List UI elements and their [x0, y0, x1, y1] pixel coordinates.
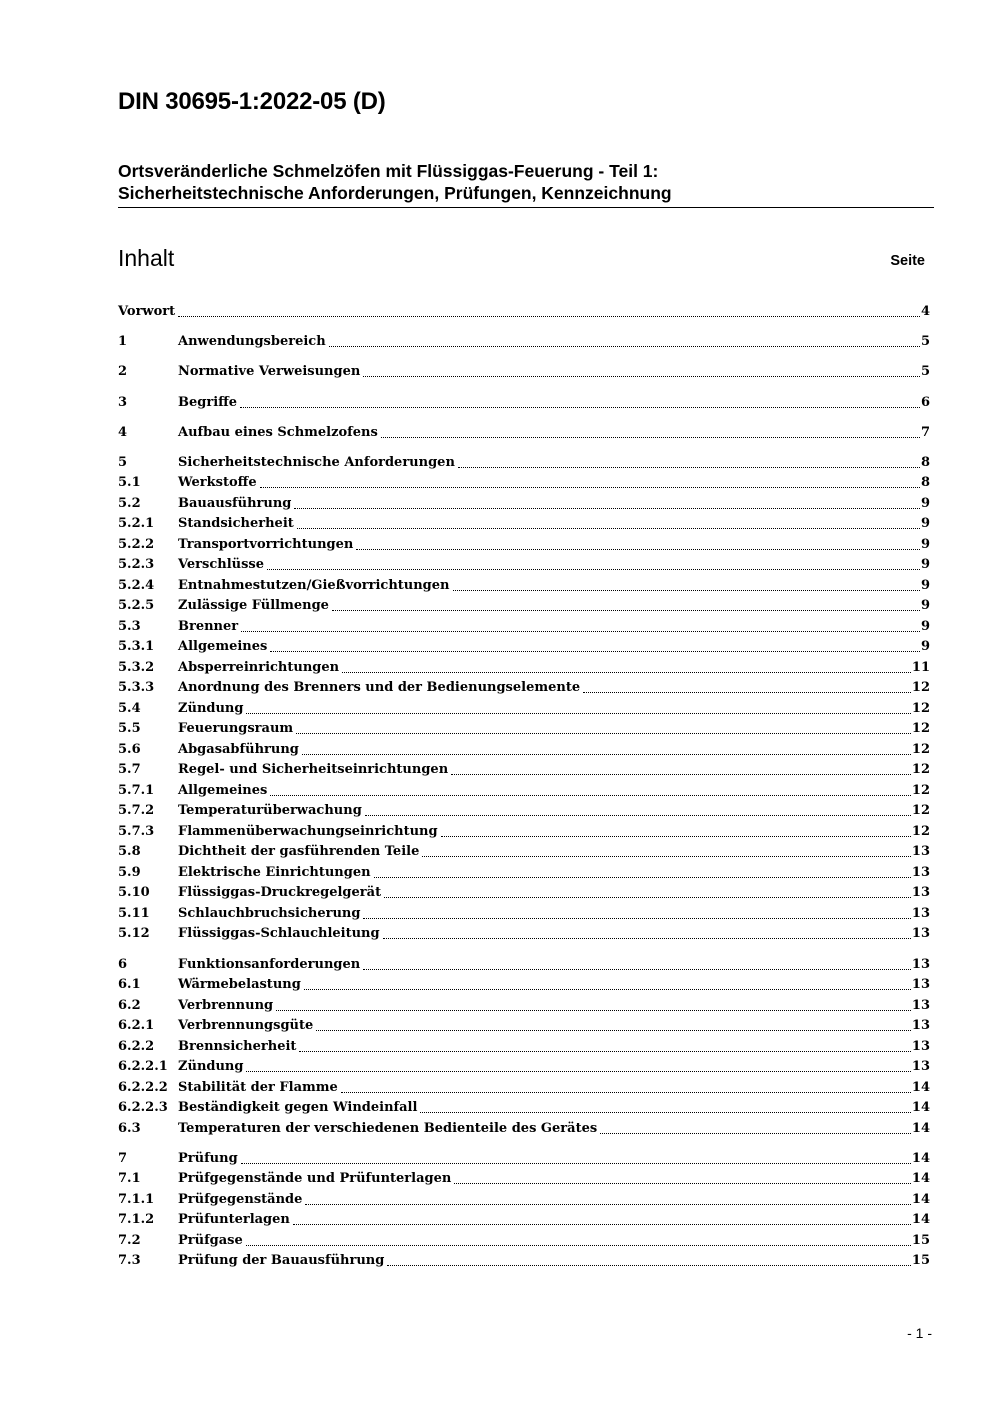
toc-entry-number: 7.1.2: [118, 1212, 155, 1228]
toc-entry-number: 5.7: [118, 762, 141, 778]
document-title: DIN 30695-1:2022-05 (D): [118, 88, 386, 115]
toc-entry[interactable]: [118, 883, 930, 904]
toc-entry-title: Verbrennungsgüte: [178, 1018, 314, 1034]
toc-entry-title: Brennsicherheit: [178, 1038, 297, 1054]
toc-dot-leader: [267, 555, 920, 570]
toc-entry-page: 13: [911, 905, 930, 921]
toc-dot-leader: [363, 904, 910, 919]
toc-entry[interactable]: [118, 1231, 930, 1252]
toc-entry-page: 14: [911, 1079, 930, 1095]
toc-entry[interactable]: [118, 719, 930, 740]
toc-entry-number: 5.1: [118, 475, 141, 491]
toc-dot-leader: [246, 1057, 910, 1072]
toc-entry-title: Zündung: [178, 700, 244, 716]
toc-entry-title: Prüfgegenstände: [178, 1191, 303, 1207]
toc-entry-title: Regel- und Sicherheitseinrichtungen: [178, 762, 449, 778]
toc-entry[interactable]: [118, 617, 930, 638]
toc-entry-page: 13: [911, 844, 930, 860]
toc-entry-page: 4: [920, 304, 930, 319]
toc-dot-leader: [342, 658, 911, 673]
toc-entry-number: 6.2.2.2: [118, 1079, 168, 1095]
toc-entry-page: 9: [920, 577, 930, 593]
toc-dot-leader: [422, 842, 911, 857]
toc-dot-leader: [387, 1251, 911, 1266]
toc-entry-page: 9: [920, 618, 930, 634]
toc-dot-leader: [381, 423, 920, 438]
toc-entry-title: Zulässige Füllmenge: [178, 598, 329, 614]
toc-entry[interactable]: [118, 596, 930, 617]
toc-entry[interactable]: [118, 801, 930, 822]
toc-entry-page: 14: [911, 1150, 930, 1166]
toc-entry-title: Feuerungsraum: [178, 721, 294, 737]
toc-entry[interactable]: [118, 1078, 930, 1099]
toc-entry-title: Beständigkeit gegen Windeinfall: [178, 1100, 418, 1116]
toc-dot-leader: [356, 535, 920, 550]
toc-entry[interactable]: [118, 740, 930, 761]
toc-entry-page: 7: [920, 424, 930, 440]
toc-entry-title: Brenner: [178, 618, 239, 634]
toc-entry[interactable]: [118, 637, 930, 658]
toc-entry-number: 5.7.2: [118, 803, 155, 819]
toc-entry-number: 5.4: [118, 700, 141, 716]
toc-entry-number: 6.1: [118, 977, 141, 993]
toc-dot-leader: [316, 1016, 911, 1031]
toc-dot-leader: [270, 781, 911, 796]
toc-dot-leader: [296, 719, 911, 734]
toc-entry[interactable]: [118, 1016, 930, 1037]
toc-entry-page: 14: [911, 1171, 930, 1187]
toc-entry-page: 9: [920, 639, 930, 655]
toc-entry-number: 5.3.3: [118, 680, 155, 696]
page-column-label: Seite: [890, 253, 925, 269]
toc-entry-title: Sicherheitstechnische Anforderungen: [178, 454, 455, 470]
toc-entry-number: 6.2.2: [118, 1038, 155, 1054]
toc-dot-leader: [600, 1119, 911, 1134]
toc-entry-page: 13: [911, 997, 930, 1013]
toc-entry-title: Bauausführung: [178, 495, 292, 511]
toc-entry-title: Flüssiggas-Schlauchleitung: [178, 926, 380, 942]
toc-entry-number: 3: [118, 394, 128, 410]
toc-entry-title: Absperreinrichtungen: [178, 659, 340, 675]
toc-entry-title: Verbrennung: [178, 997, 274, 1013]
contents-heading: Inhalt: [118, 245, 175, 271]
toc-entry-number: 5.3.1: [118, 639, 155, 655]
toc-entry-title: Schlauchbruchsicherung: [178, 905, 361, 921]
toc-entry-title: Aufbau eines Schmelzofens: [178, 424, 378, 440]
toc-entry-number: 5.3.2: [118, 659, 155, 675]
toc-entry-page: 12: [911, 762, 930, 778]
toc-dot-leader: [178, 302, 920, 317]
toc-entry[interactable]: [118, 1169, 930, 1190]
toc-entry-title: Normative Verweisungen: [178, 364, 361, 380]
toc-entry-title: Prüfgase: [178, 1232, 243, 1248]
toc-entry-number: 5.2.5: [118, 598, 155, 614]
subtitle-line-2: Sicherheitstechnische Anforderungen, Prüfungen, Kennzeichnung: [118, 183, 672, 203]
toc-entry-page: 9: [920, 536, 930, 552]
toc-dot-leader: [453, 576, 920, 591]
toc-entry[interactable]: [118, 1037, 930, 1058]
toc-entry-page: 12: [911, 700, 930, 716]
toc-entry-number: 6.2.2.3: [118, 1100, 168, 1116]
toc-entry-number: 5.7.1: [118, 782, 155, 798]
toc-dot-leader: [270, 637, 920, 652]
toc-entry[interactable]: [118, 760, 930, 781]
toc-entry-title: Flüssiggas-Druckregelgerät: [178, 885, 382, 901]
toc-dot-leader: [363, 955, 911, 970]
toc-entry-number: 7: [118, 1150, 128, 1166]
toc-entry[interactable]: [118, 555, 930, 576]
document-subtitle: [118, 160, 934, 208]
toc-entry[interactable]: [118, 699, 930, 720]
toc-dot-leader: [240, 393, 920, 408]
toc-entry[interactable]: [118, 955, 930, 976]
toc-entry-page: 11: [911, 659, 930, 675]
toc-entry-title: Allgemeines: [178, 782, 268, 798]
toc-entry-page: 9: [920, 516, 930, 532]
toc-entry[interactable]: [118, 576, 930, 597]
toc-entry-number: 7.3: [118, 1253, 141, 1269]
toc-dot-leader: [454, 1169, 911, 1184]
toc-entry-number: 7.1: [118, 1171, 141, 1187]
toc-entry[interactable]: [118, 1149, 930, 1170]
toc-entry-number: 5.12: [118, 926, 150, 942]
toc-entry[interactable]: [118, 678, 930, 699]
toc-entry[interactable]: [118, 996, 930, 1017]
toc-entry-title: Dichtheit der gasführenden Teile: [178, 844, 420, 860]
toc-entry-title: Stabilität der Flamme: [178, 1079, 338, 1095]
toc-dot-leader: [583, 678, 911, 693]
toc-dot-leader: [241, 617, 920, 632]
toc-entry-number: 6.2: [118, 997, 141, 1013]
toc-entry-number: 5.2.4: [118, 577, 155, 593]
toc-entry-number: 5.5: [118, 721, 141, 737]
toc-entry-page: 14: [911, 1212, 930, 1228]
toc-entry-page: 12: [911, 823, 930, 839]
toc-entry-number: 6.2.2.1: [118, 1059, 168, 1075]
toc-entry[interactable]: [118, 423, 930, 444]
toc-entry-page: 6: [920, 394, 930, 410]
toc-dot-leader: [384, 883, 911, 898]
toc-entry-title: Elektrische Einrichtungen: [178, 864, 371, 880]
toc-entry-page: 15: [911, 1253, 930, 1269]
toc-dot-leader: [305, 1190, 911, 1205]
toc-entry[interactable]: [118, 453, 930, 474]
toc-entry-page: 13: [911, 977, 930, 993]
toc-entry[interactable]: [118, 1098, 930, 1119]
toc-entry-number: 5.8: [118, 844, 141, 860]
toc-entry-number: 6.3: [118, 1120, 141, 1136]
toc-entry[interactable]: [118, 302, 930, 323]
toc-entry-title: Temperaturen der verschiedenen Bedienteile des Gerätes: [178, 1120, 598, 1136]
subtitle-line-1: Ortsveränderliche Schmelzöfen mit Flüssiggas-Feuerung - Teil 1:: [118, 161, 659, 181]
toc-entry-page: 8: [920, 454, 930, 470]
toc-entry[interactable]: [118, 535, 930, 556]
toc-entry[interactable]: [118, 975, 930, 996]
toc-entry-page: 12: [911, 782, 930, 798]
toc-dot-leader: [329, 332, 920, 347]
toc-entry-title: Abgasabführung: [178, 741, 299, 757]
toc-entry-page: 5: [920, 364, 930, 380]
toc-entry-page: 12: [911, 803, 930, 819]
toc-entry-title: Prüfgegenstände und Prüfunterlagen: [178, 1171, 452, 1187]
toc-entry-title: Entnahmestutzen/Gießvorrichtungen: [178, 577, 450, 593]
toc-entry[interactable]: [118, 842, 930, 863]
toc-dot-leader: [304, 975, 911, 990]
toc-dot-leader: [383, 924, 911, 939]
toc-entry-title: Prüfung: [178, 1150, 238, 1166]
toc-entry-title: Funktionsanforderungen: [178, 956, 361, 972]
toc-entry-number: 4: [118, 424, 128, 440]
toc-entry[interactable]: [118, 1210, 930, 1231]
toc-dot-leader: [441, 822, 911, 837]
toc-dot-leader: [458, 453, 920, 468]
toc-dot-leader: [332, 596, 920, 611]
toc-entry-title: Allgemeines: [178, 639, 268, 655]
toc-entry[interactable]: [118, 658, 930, 679]
toc-entry-page: 12: [911, 741, 930, 757]
toc-entry-title: Begriffe: [178, 394, 238, 410]
toc-entry-page: 13: [911, 1018, 930, 1034]
toc-entry-page: 12: [911, 721, 930, 737]
toc-entry[interactable]: [118, 781, 930, 802]
toc-entry-page: 14: [911, 1191, 930, 1207]
toc-entry-page: 9: [920, 557, 930, 573]
toc-entry[interactable]: [118, 1057, 930, 1078]
toc-dot-leader: [246, 699, 910, 714]
page-number: - 1 -: [907, 1325, 932, 1341]
toc-dot-leader: [293, 1210, 911, 1225]
toc-entry-page: 12: [911, 680, 930, 696]
toc-entry[interactable]: [118, 494, 930, 515]
toc-dot-leader: [363, 362, 920, 377]
toc-entry-title: Prüfunterlagen: [178, 1212, 290, 1228]
toc-entry[interactable]: [118, 1190, 930, 1211]
toc-entry-title: Standsicherheit: [178, 516, 294, 532]
toc-dot-leader: [294, 494, 920, 509]
toc-dot-leader: [451, 760, 911, 775]
toc-entry-page: 15: [911, 1232, 930, 1248]
toc-entry-page: 14: [911, 1120, 930, 1136]
toc-entry-number: 5.2.1: [118, 516, 155, 532]
toc-entry[interactable]: [118, 904, 930, 925]
toc-entry-number: 5.3: [118, 618, 141, 634]
toc-dot-leader: [420, 1098, 910, 1113]
toc-entry[interactable]: [118, 332, 930, 353]
toc-entry[interactable]: [118, 863, 930, 884]
toc-entry-title: Wärmebelastung: [178, 977, 301, 993]
toc-entry-title: Vorwort: [118, 304, 176, 319]
toc-entry-number: 5: [118, 454, 128, 470]
toc-entry[interactable]: [118, 473, 930, 494]
toc-entry-number: 6: [118, 956, 128, 972]
toc-entry-number: 7.1.1: [118, 1191, 155, 1207]
toc-entry[interactable]: [118, 924, 930, 945]
toc-entry[interactable]: [118, 1251, 930, 1272]
toc-entry-title: Prüfung der Bauausführung: [178, 1253, 385, 1269]
toc-entry[interactable]: [118, 393, 930, 414]
toc-dot-leader: [241, 1149, 911, 1164]
toc-entry-title: Anwendungsbereich: [178, 334, 326, 350]
toc-entry-page: 9: [920, 495, 930, 511]
toc-entry[interactable]: [118, 514, 930, 535]
toc-entry-title: Transportvorrichtungen: [178, 536, 354, 552]
toc-entry-page: 13: [911, 1038, 930, 1054]
toc-dot-leader: [246, 1231, 911, 1246]
toc-entry-title: Zündung: [178, 1059, 244, 1075]
toc-entry[interactable]: [118, 1119, 930, 1140]
toc-entry-page: 9: [920, 598, 930, 614]
toc-dot-leader: [341, 1078, 911, 1093]
toc-entry-title: Werkstoffe: [178, 475, 257, 491]
toc-entry-number: 5.11: [118, 905, 150, 921]
toc-dot-leader: [276, 996, 911, 1011]
toc-entry-page: 13: [911, 885, 930, 901]
toc-dot-leader: [299, 1037, 910, 1052]
toc-entry-title: Flammenüberwachungseinrichtung: [178, 823, 438, 839]
toc-entry-number: 5.2: [118, 495, 141, 511]
toc-entry-number: 2: [118, 364, 128, 380]
toc-dot-leader: [260, 473, 920, 488]
toc-entry-page: 13: [911, 1059, 930, 1075]
toc-entry-page: 5: [920, 334, 930, 350]
toc-entry-number: 5.6: [118, 741, 141, 757]
toc-entry-page: 13: [911, 956, 930, 972]
table-of-contents: [118, 302, 930, 1272]
toc-entry-number: 5.9: [118, 864, 141, 880]
toc-entry-title: Temperaturüberwachung: [178, 803, 362, 819]
toc-entry-number: 5.7.3: [118, 823, 155, 839]
toc-dot-leader: [374, 863, 911, 878]
toc-entry-number: 5.2.3: [118, 557, 155, 573]
toc-dot-leader: [365, 801, 911, 816]
toc-entry-number: 5.10: [118, 885, 150, 901]
toc-entry-title: Verschlüsse: [178, 557, 264, 573]
toc-entry-number: 6.2.1: [118, 1018, 155, 1034]
toc-entry-page: 14: [911, 1100, 930, 1116]
toc-entry-number: 1: [118, 334, 128, 350]
toc-entry-number: 7.2: [118, 1232, 141, 1248]
toc-entry-title: Anordnung des Brenners und der Bedienungselemente: [178, 680, 581, 696]
toc-entry-page: 13: [911, 926, 930, 942]
toc-entry[interactable]: [118, 822, 930, 843]
toc-entry-page: 13: [911, 864, 930, 880]
toc-entry-page: 8: [920, 475, 930, 491]
toc-dot-leader: [297, 514, 920, 529]
toc-entry[interactable]: [118, 362, 930, 383]
toc-entry-number: 5.2.2: [118, 536, 155, 552]
toc-dot-leader: [302, 740, 911, 755]
